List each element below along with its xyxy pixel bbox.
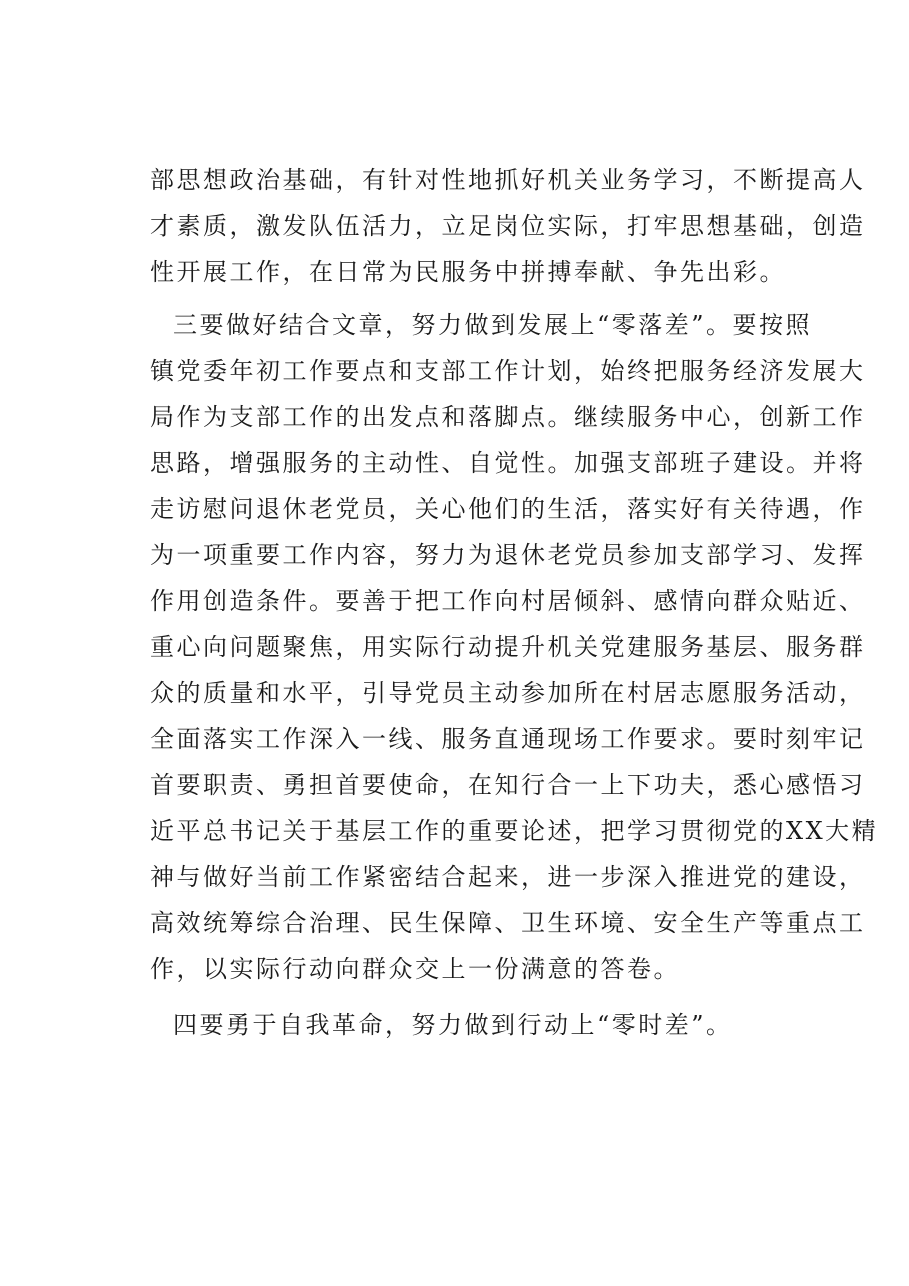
- text-line: 才素质，激发队伍活力，立足岗位实际，打牢思想基础，创造: [150, 212, 866, 240]
- text-line: 神与做好当前工作紧密结合起来，进一步深入推进党的建设，: [150, 863, 866, 891]
- text-line: 全面落实工作深入一线、服务直通现场工作要求。要时刻牢记: [150, 725, 866, 753]
- text-line: 重心向问题聚焦，用实际行动提升机关党建服务基层、服务群: [150, 633, 866, 661]
- text-line: 众的质量和水平，引导党员主动参加所在村居志愿服务活动，: [150, 679, 866, 707]
- paragraph-heading-three: 三要做好结合文章，努力做到发展上“零落差”。要按照: [173, 311, 813, 339]
- text-line: 作，以实际行动向群众交上一份满意的答卷。: [150, 955, 680, 983]
- text-line: 性开展工作，在日常为民服务中拼搏奉献、争先出彩。: [150, 258, 786, 286]
- text-line: 首要职责、勇担首要使命，在知行合一上下功夫，悉心感悟习: [150, 771, 866, 799]
- text-line: 作用创造条件。要善于把工作向村居倾斜、感情向群众贴近、: [150, 587, 866, 615]
- text-line: 为一项重要工作内容，努力为退休老党员参加支部学习、发挥: [150, 541, 866, 569]
- text-line: 镇党委年初工作要点和支部工作计划，始终把服务经济发展大: [150, 357, 866, 385]
- text-line: 近平总书记关于基层工作的重要论述，把学习贯彻党的XX大精: [150, 817, 879, 845]
- text-line: 思路，增强服务的主动性、自觉性。加强支部班子建设。并将: [150, 449, 866, 477]
- text-line: 走访慰问退休老党员，关心他们的生活，落实好有关待遇，作: [150, 495, 866, 523]
- text-line: 部思想政治基础，有针对性地抓好机关业务学习，不断提高人: [150, 166, 866, 194]
- paragraph-heading-four: 四要勇于自我革命，努力做到行动上“零时差”。: [173, 1011, 733, 1039]
- text-line: 局作为支部工作的出发点和落脚点。继续服务中心，创新工作: [150, 403, 866, 431]
- text-line: 高效统筹综合治理、民生保障、卫生环境、安全生产等重点工: [150, 909, 866, 937]
